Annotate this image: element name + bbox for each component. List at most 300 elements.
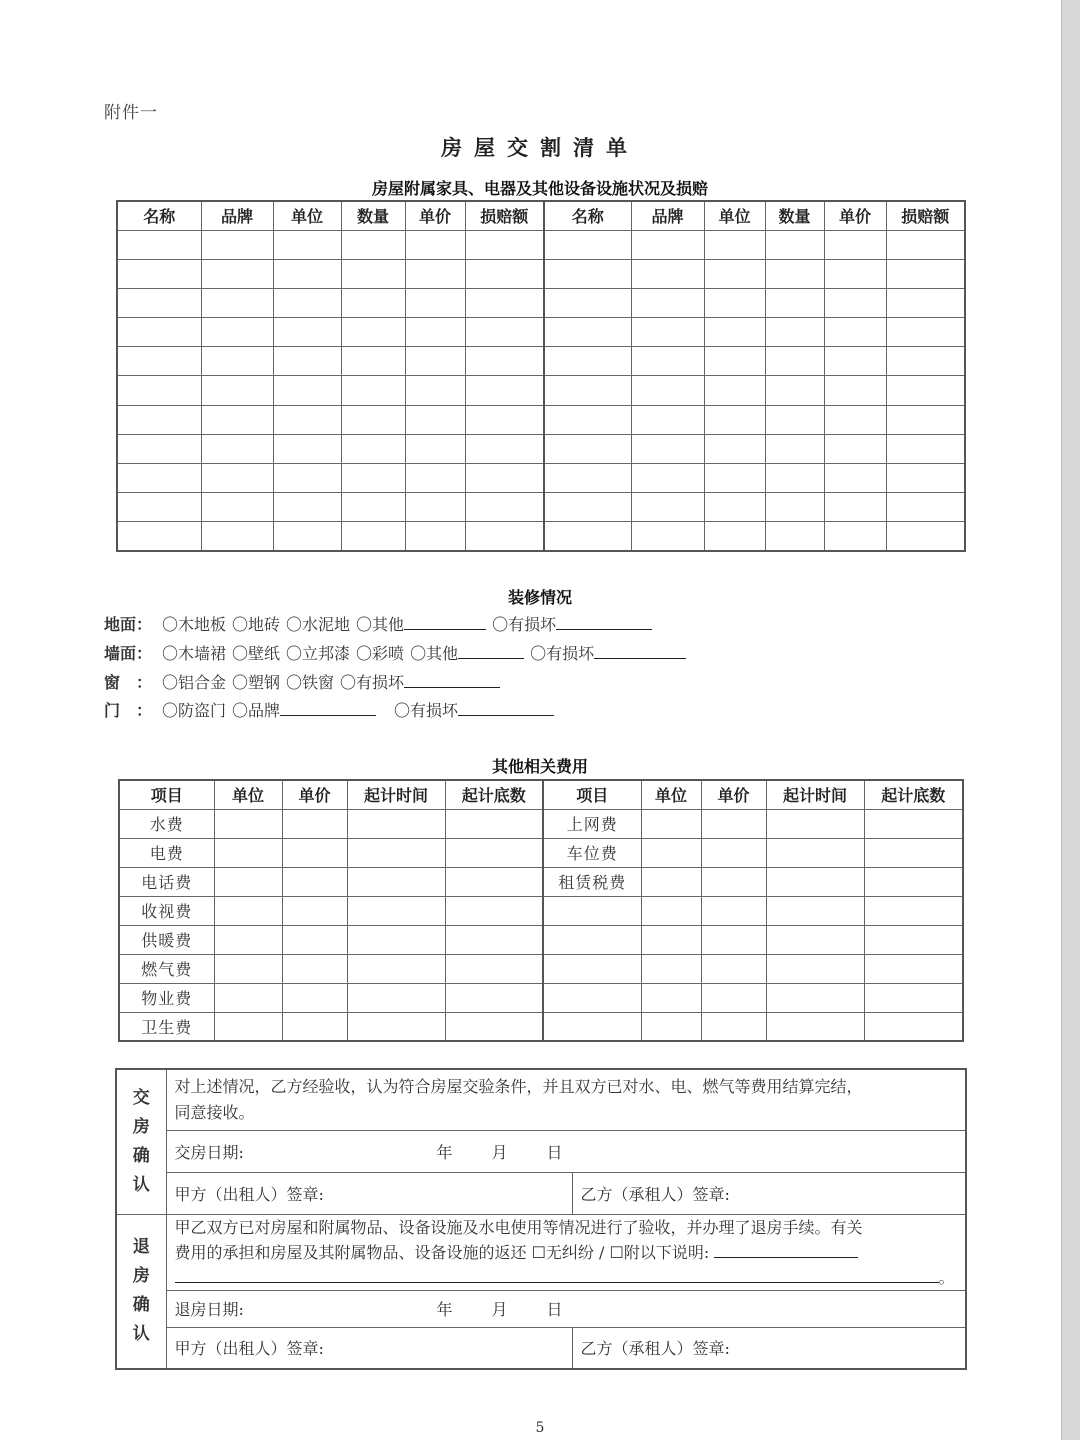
handover-party-b-cell[interactable] xyxy=(572,1172,966,1214)
decoration-floor-row xyxy=(104,612,658,635)
floor-option-damaged[interactable]: 〇有损坏 xyxy=(492,615,557,634)
fee-cell[interactable] xyxy=(282,896,347,925)
fee-item-left: 供暖费 xyxy=(119,925,214,954)
header-start-time: 起计时间 xyxy=(347,780,445,809)
floor-damage-blank[interactable] xyxy=(556,615,652,630)
door-option-brand[interactable]: 〇品牌 xyxy=(232,701,281,720)
furniture-cell[interactable] xyxy=(405,464,465,493)
floor-other-blank[interactable] xyxy=(404,615,486,630)
furniture-cell[interactable] xyxy=(201,376,273,405)
checkout-day[interactable]: 日 xyxy=(546,1300,563,1319)
furniture-cell[interactable] xyxy=(405,318,465,347)
furniture-cell[interactable] xyxy=(765,259,824,288)
furniture-cell[interactable] xyxy=(824,434,886,463)
furniture-cell[interactable] xyxy=(405,493,465,522)
furniture-cell[interactable] xyxy=(273,522,341,551)
furniture-cell[interactable] xyxy=(465,493,544,522)
furniture-cell[interactable] xyxy=(201,288,273,317)
header-quantity: 数量 xyxy=(765,201,824,230)
checkout-date-label: 退房日期: xyxy=(174,1300,244,1319)
handover-statement xyxy=(166,1069,966,1130)
furniture-cell[interactable] xyxy=(704,405,765,434)
checkout-date-row xyxy=(166,1290,966,1327)
furniture-cell[interactable] xyxy=(704,493,765,522)
header-brand: 品牌 xyxy=(201,201,273,230)
furniture-cell[interactable] xyxy=(886,522,965,551)
window-option-plastic-steel[interactable]: 〇塑钢 xyxy=(232,673,281,692)
fee-cell[interactable] xyxy=(766,838,864,867)
fee-item-left: 卫生费 xyxy=(119,1012,214,1041)
fee-cell[interactable] xyxy=(445,925,543,954)
header-compensation: 损赔额 xyxy=(886,201,965,230)
furniture-cell[interactable] xyxy=(117,288,201,317)
fee-cell[interactable] xyxy=(701,896,766,925)
furniture-cell[interactable] xyxy=(704,288,765,317)
checkout-end-mark: 。 xyxy=(938,1267,955,1287)
furniture-cell[interactable] xyxy=(273,347,341,376)
window-label: 窗 ： xyxy=(104,673,153,692)
fee-cell[interactable] xyxy=(641,983,701,1012)
checkout-statement-line-2: 费用的承担和房屋及其附属物品、设备设施的返还 ☐无纠纷 / ☐附以下说明: xyxy=(174,1242,710,1262)
fee-cell[interactable] xyxy=(445,954,543,983)
decoration-wall-row xyxy=(104,641,692,664)
furniture-cell[interactable] xyxy=(544,522,631,551)
furniture-cell[interactable] xyxy=(341,347,405,376)
furniture-cell[interactable] xyxy=(341,405,405,434)
furniture-cell[interactable] xyxy=(405,230,465,259)
furniture-cell[interactable] xyxy=(117,259,201,288)
fee-cell[interactable] xyxy=(214,954,282,983)
fee-cell[interactable] xyxy=(864,896,963,925)
window-option-damaged[interactable]: 〇有损坏 xyxy=(340,673,405,692)
furniture-cell[interactable] xyxy=(544,318,631,347)
floor-option-wood[interactable]: 〇木地板 xyxy=(162,615,227,634)
furniture-cell[interactable] xyxy=(273,376,341,405)
fee-cell[interactable] xyxy=(864,1012,963,1041)
furniture-cell[interactable] xyxy=(341,464,405,493)
handover-statement-line-2: 同意接收。 xyxy=(174,1102,255,1122)
furniture-cell[interactable] xyxy=(117,405,201,434)
furniture-cell[interactable] xyxy=(341,259,405,288)
fee-cell[interactable] xyxy=(701,867,766,896)
fee-cell[interactable] xyxy=(214,838,282,867)
furniture-cell[interactable] xyxy=(341,376,405,405)
furniture-cell[interactable] xyxy=(765,230,824,259)
fee-cell[interactable] xyxy=(347,896,445,925)
fee-cell[interactable] xyxy=(641,809,701,838)
checkout-party-a-sign: 甲方（出租人）签章: xyxy=(174,1339,324,1359)
furniture-cell[interactable] xyxy=(341,318,405,347)
furniture-row xyxy=(117,230,965,259)
fee-cell[interactable] xyxy=(214,983,282,1012)
fee-row xyxy=(119,1012,963,1041)
handover-year[interactable]: 年 xyxy=(436,1142,453,1162)
furniture-cell[interactable] xyxy=(631,434,704,463)
handover-confirm-label xyxy=(116,1069,166,1214)
door-brand-blank[interactable] xyxy=(280,701,376,716)
fee-cell[interactable] xyxy=(641,954,701,983)
furniture-cell[interactable] xyxy=(544,493,631,522)
furniture-header-row xyxy=(117,201,965,230)
furniture-cell[interactable] xyxy=(273,288,341,317)
furniture-cell[interactable] xyxy=(341,288,405,317)
furniture-cell[interactable] xyxy=(704,230,765,259)
furniture-cell[interactable] xyxy=(341,230,405,259)
furniture-cell[interactable] xyxy=(405,288,465,317)
handover-statement-line-1: 对上述情况，乙方经验收，认为符合房屋交验条件，并且双方已对水、电、燃气等费用结算完结， xyxy=(174,1076,863,1096)
handover-day[interactable]: 日 xyxy=(546,1142,563,1162)
furniture-row xyxy=(117,347,965,376)
furniture-cell[interactable] xyxy=(273,230,341,259)
furniture-cell[interactable] xyxy=(824,493,886,522)
checkout-confirm-label xyxy=(116,1214,166,1369)
header-unit: 单位 xyxy=(214,780,282,809)
fee-cell[interactable] xyxy=(864,954,963,983)
fee-item-right xyxy=(543,983,641,1012)
fee-cell[interactable] xyxy=(766,925,864,954)
fee-cell[interactable] xyxy=(864,983,963,1012)
fee-item-left: 电费 xyxy=(119,838,214,867)
furniture-cell[interactable] xyxy=(341,434,405,463)
furniture-cell[interactable] xyxy=(465,405,544,434)
checkout-party-b-cell[interactable] xyxy=(572,1327,966,1369)
furniture-cell[interactable] xyxy=(273,259,341,288)
furniture-cell[interactable] xyxy=(824,318,886,347)
furniture-cell[interactable] xyxy=(631,405,704,434)
furniture-cell[interactable] xyxy=(824,288,886,317)
furniture-row xyxy=(117,318,965,347)
furniture-cell[interactable] xyxy=(405,259,465,288)
floor-option-tile[interactable]: 〇地砖 xyxy=(232,615,281,634)
furniture-cell[interactable] xyxy=(405,522,465,551)
header-unit: 单位 xyxy=(704,201,765,230)
fee-row xyxy=(119,809,963,838)
fee-cell[interactable] xyxy=(864,809,963,838)
floor-label: 地面： xyxy=(104,615,153,634)
furniture-cell[interactable] xyxy=(465,434,544,463)
furniture-cell[interactable] xyxy=(117,347,201,376)
wall-other-blank[interactable] xyxy=(458,644,524,659)
header-quantity: 数量 xyxy=(341,201,405,230)
furniture-row xyxy=(117,522,965,551)
furniture-cell[interactable] xyxy=(824,376,886,405)
furniture-cell[interactable] xyxy=(886,405,965,434)
furniture-cell[interactable] xyxy=(201,259,273,288)
page-number: 5 xyxy=(535,1420,545,1436)
furniture-cell[interactable] xyxy=(886,347,965,376)
furniture-cell[interactable] xyxy=(704,259,765,288)
fee-cell[interactable] xyxy=(347,838,445,867)
fee-cell[interactable] xyxy=(641,867,701,896)
furniture-cell[interactable] xyxy=(465,522,544,551)
fee-row xyxy=(119,838,963,867)
fee-cell[interactable] xyxy=(701,925,766,954)
furniture-cell[interactable] xyxy=(465,464,544,493)
furniture-cell[interactable] xyxy=(465,376,544,405)
furniture-cell[interactable] xyxy=(631,376,704,405)
fee-cell[interactable] xyxy=(701,983,766,1012)
furniture-cell[interactable] xyxy=(886,434,965,463)
handover-party-b-sign: 乙方（承租人）签章: xyxy=(580,1184,730,1204)
furniture-cell[interactable] xyxy=(765,347,824,376)
header-price: 单价 xyxy=(701,780,766,809)
furniture-cell[interactable] xyxy=(201,464,273,493)
furniture-cell[interactable] xyxy=(341,522,405,551)
furniture-cell[interactable] xyxy=(273,405,341,434)
fee-cell[interactable] xyxy=(445,809,543,838)
fee-cell[interactable] xyxy=(282,867,347,896)
checkout-month[interactable]: 月 xyxy=(491,1300,508,1319)
fee-cell[interactable] xyxy=(282,925,347,954)
furniture-cell[interactable] xyxy=(631,288,704,317)
furniture-cell[interactable] xyxy=(765,318,824,347)
fee-item-left: 电话费 xyxy=(119,867,214,896)
furniture-cell[interactable] xyxy=(824,522,886,551)
furniture-cell[interactable] xyxy=(201,405,273,434)
window-damage-blank[interactable] xyxy=(404,673,500,688)
furniture-cell[interactable] xyxy=(273,464,341,493)
fee-item-right xyxy=(543,954,641,983)
furniture-cell[interactable] xyxy=(544,405,631,434)
furniture-cell[interactable] xyxy=(631,522,704,551)
furniture-row xyxy=(117,493,965,522)
header-unit: 单位 xyxy=(641,780,701,809)
fee-row xyxy=(119,954,963,983)
wall-option-damaged[interactable]: 〇有损坏 xyxy=(530,644,595,663)
attachment-label: 附件一 xyxy=(104,103,158,123)
furniture-cell[interactable] xyxy=(465,318,544,347)
furniture-cell[interactable] xyxy=(765,434,824,463)
fee-cell[interactable] xyxy=(214,1012,282,1041)
header-price: 单价 xyxy=(824,201,886,230)
furniture-cell[interactable] xyxy=(765,376,824,405)
furniture-cell[interactable] xyxy=(544,434,631,463)
handover-month[interactable]: 月 xyxy=(491,1142,508,1162)
confirmation-table xyxy=(115,1068,967,1370)
furniture-cell[interactable] xyxy=(886,464,965,493)
decoration-window-row xyxy=(104,670,506,693)
furniture-row xyxy=(117,464,965,493)
furniture-cell[interactable] xyxy=(765,464,824,493)
furniture-cell[interactable] xyxy=(465,230,544,259)
door-option-security[interactable]: 〇防盗门 xyxy=(162,701,227,720)
fee-cell[interactable] xyxy=(282,1012,347,1041)
fee-cell[interactable] xyxy=(766,954,864,983)
furniture-cell[interactable] xyxy=(631,347,704,376)
window-option-iron[interactable]: 〇铁窗 xyxy=(286,673,335,692)
fee-cell[interactable] xyxy=(214,896,282,925)
fee-cell[interactable] xyxy=(701,838,766,867)
furniture-cell[interactable] xyxy=(704,464,765,493)
furniture-cell[interactable] xyxy=(765,493,824,522)
checkout-year[interactable]: 年 xyxy=(436,1300,453,1319)
checkout-party-a-cell[interactable] xyxy=(166,1327,572,1369)
furniture-cell[interactable] xyxy=(824,259,886,288)
handover-date-label: 交房日期: xyxy=(174,1142,244,1162)
window-option-aluminum[interactable]: 〇铝合金 xyxy=(162,673,227,692)
furniture-cell[interactable] xyxy=(117,493,201,522)
header-item: 项目 xyxy=(119,780,214,809)
fee-cell[interactable] xyxy=(864,867,963,896)
furniture-row xyxy=(117,259,965,288)
furniture-cell[interactable] xyxy=(704,318,765,347)
fee-cell[interactable] xyxy=(282,983,347,1012)
furniture-cell[interactable] xyxy=(405,434,465,463)
fee-cell[interactable] xyxy=(445,896,543,925)
header-brand: 品牌 xyxy=(631,201,704,230)
furniture-cell[interactable] xyxy=(405,347,465,376)
door-damage-blank[interactable] xyxy=(458,701,554,716)
checkout-party-b-sign: 乙方（承租人）签章: xyxy=(580,1339,730,1359)
furniture-cell[interactable] xyxy=(117,376,201,405)
furniture-cell[interactable] xyxy=(631,259,704,288)
fee-cell[interactable] xyxy=(282,809,347,838)
furniture-cell[interactable] xyxy=(631,493,704,522)
fee-cell[interactable] xyxy=(347,1012,445,1041)
header-name: 名称 xyxy=(544,201,631,230)
furniture-cell[interactable] xyxy=(117,464,201,493)
wall-option-other[interactable]: 〇其他 xyxy=(410,644,459,663)
furniture-cell[interactable] xyxy=(886,493,965,522)
fee-cell[interactable] xyxy=(347,809,445,838)
fee-row xyxy=(119,867,963,896)
furniture-cell[interactable] xyxy=(273,493,341,522)
furniture-cell[interactable] xyxy=(886,376,965,405)
fee-cell[interactable] xyxy=(347,954,445,983)
fee-cell[interactable] xyxy=(864,838,963,867)
fee-cell[interactable] xyxy=(641,1012,701,1041)
decoration-door-row xyxy=(104,698,560,721)
fee-cell[interactable] xyxy=(641,838,701,867)
fee-item-right xyxy=(543,896,641,925)
page-edge-shadow xyxy=(1061,0,1080,1440)
fee-cell[interactable] xyxy=(445,867,543,896)
fee-cell[interactable] xyxy=(347,925,445,954)
furniture-cell[interactable] xyxy=(544,230,631,259)
fee-cell[interactable] xyxy=(445,838,543,867)
furniture-cell[interactable] xyxy=(704,376,765,405)
fee-cell[interactable] xyxy=(214,809,282,838)
furniture-cell[interactable] xyxy=(273,434,341,463)
floor-option-other[interactable]: 〇其他 xyxy=(356,615,405,634)
furniture-cell[interactable] xyxy=(824,230,886,259)
furniture-cell[interactable] xyxy=(201,522,273,551)
fee-cell[interactable] xyxy=(445,983,543,1012)
floor-option-cement[interactable]: 〇水泥地 xyxy=(286,615,351,634)
furniture-cell[interactable] xyxy=(631,230,704,259)
door-option-damaged[interactable]: 〇有损坏 xyxy=(394,701,459,720)
furniture-cell[interactable] xyxy=(886,259,965,288)
furniture-cell[interactable] xyxy=(201,493,273,522)
fee-cell[interactable] xyxy=(214,867,282,896)
furniture-cell[interactable] xyxy=(201,434,273,463)
header-price: 单价 xyxy=(282,780,347,809)
furniture-cell[interactable] xyxy=(544,347,631,376)
fee-cell[interactable] xyxy=(766,896,864,925)
furniture-cell[interactable] xyxy=(117,318,201,347)
furniture-cell[interactable] xyxy=(544,259,631,288)
fee-cell[interactable] xyxy=(641,925,701,954)
furniture-cell[interactable] xyxy=(201,347,273,376)
furniture-cell[interactable] xyxy=(824,347,886,376)
fee-row xyxy=(119,896,963,925)
fee-cell[interactable] xyxy=(347,983,445,1012)
furniture-cell[interactable] xyxy=(465,347,544,376)
furniture-cell[interactable] xyxy=(765,405,824,434)
fee-item-right: 租赁税费 xyxy=(543,867,641,896)
wall-option-wallpaper[interactable]: 〇壁纸 xyxy=(232,644,281,663)
furniture-cell[interactable] xyxy=(465,259,544,288)
checkout-statement-line-1: 甲乙双方已对房屋和附属物品、设备设施及水电使用等情况进行了验收，并办理了退房手续。有关 xyxy=(174,1217,863,1237)
furniture-cell[interactable] xyxy=(544,288,631,317)
furniture-cell[interactable] xyxy=(824,464,886,493)
furniture-cell[interactable] xyxy=(765,522,824,551)
furniture-cell[interactable] xyxy=(405,405,465,434)
page-title: 房屋交割清单 xyxy=(441,135,639,160)
door-label: 门 ： xyxy=(104,701,153,720)
furniture-cell[interactable] xyxy=(117,522,201,551)
fee-row xyxy=(119,983,963,1012)
furniture-cell[interactable] xyxy=(544,464,631,493)
fee-cell[interactable] xyxy=(445,1012,543,1041)
furniture-cell[interactable] xyxy=(631,464,704,493)
furniture-cell[interactable] xyxy=(886,318,965,347)
wall-damage-blank[interactable] xyxy=(594,644,686,659)
furniture-cell[interactable] xyxy=(704,522,765,551)
fee-item-left: 物业费 xyxy=(119,983,214,1012)
furniture-cell[interactable] xyxy=(273,318,341,347)
furniture-cell[interactable] xyxy=(704,347,765,376)
furniture-cell[interactable] xyxy=(886,230,965,259)
furniture-cell[interactable] xyxy=(631,318,704,347)
furniture-cell[interactable] xyxy=(117,230,201,259)
wall-option-paint[interactable]: 〇立邦漆 xyxy=(286,644,351,663)
fee-cell[interactable] xyxy=(347,867,445,896)
fee-cell[interactable] xyxy=(701,1012,766,1041)
fee-cell[interactable] xyxy=(282,838,347,867)
header-compensation: 损赔额 xyxy=(465,201,544,230)
wall-option-spray[interactable]: 〇彩喷 xyxy=(356,644,405,663)
fee-cell[interactable] xyxy=(766,1012,864,1041)
fee-cell[interactable] xyxy=(641,896,701,925)
fees-header-row xyxy=(119,780,963,809)
fee-cell[interactable] xyxy=(864,925,963,954)
fee-cell[interactable] xyxy=(766,867,864,896)
furniture-cell[interactable] xyxy=(704,434,765,463)
fee-cell[interactable] xyxy=(282,954,347,983)
furniture-cell[interactable] xyxy=(544,376,631,405)
furniture-cell[interactable] xyxy=(405,376,465,405)
furniture-cell[interactable] xyxy=(201,230,273,259)
furniture-cell[interactable] xyxy=(117,434,201,463)
furniture-cell[interactable] xyxy=(765,288,824,317)
furniture-cell[interactable] xyxy=(341,493,405,522)
fee-cell[interactable] xyxy=(766,809,864,838)
furniture-cell[interactable] xyxy=(824,405,886,434)
checkout-note-line[interactable] xyxy=(175,1268,939,1283)
fee-cell[interactable] xyxy=(701,809,766,838)
fee-cell[interactable] xyxy=(766,983,864,1012)
fee-cell[interactable] xyxy=(214,925,282,954)
furniture-cell[interactable] xyxy=(201,318,273,347)
checkout-note-blank[interactable] xyxy=(714,1243,858,1258)
furniture-cell[interactable] xyxy=(465,288,544,317)
wall-option-wainscot[interactable]: 〇木墙裙 xyxy=(162,644,227,663)
furniture-cell[interactable] xyxy=(886,288,965,317)
fee-item-left: 燃气费 xyxy=(119,954,214,983)
handover-party-a-cell[interactable] xyxy=(166,1172,572,1214)
fee-cell[interactable] xyxy=(701,954,766,983)
